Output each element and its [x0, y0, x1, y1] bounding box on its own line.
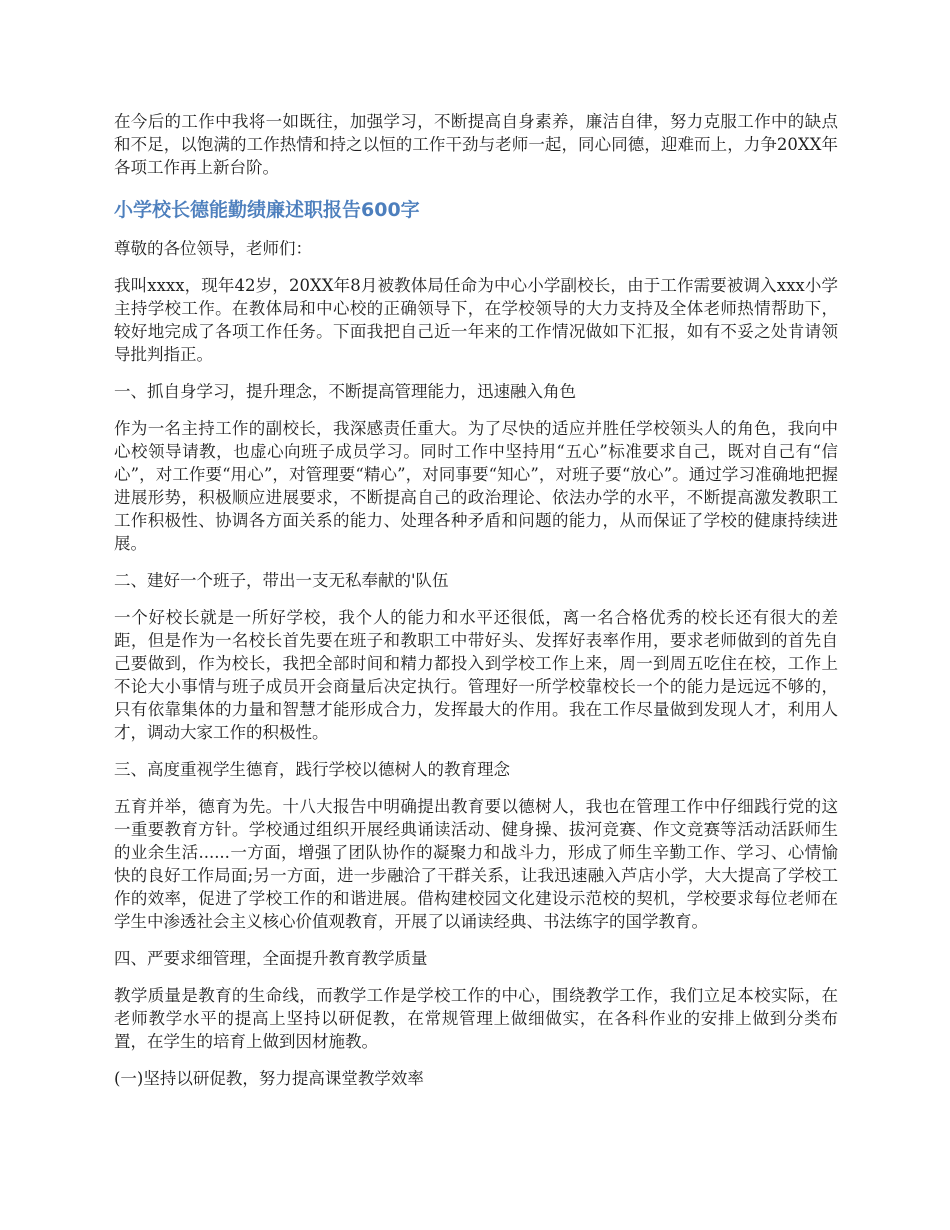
subheading-2: 二、建好一个班子，带出一支无私奉献的'队伍	[114, 571, 449, 590]
document-page	[114, 110, 838, 1104]
body-paragraph: 教学质量是教育的生命线，而教学工作是学校工作的中心，围绕教学工作，我们立足本校实际，在老师教学水平的提高上坚持以研促教，在常规管理上做细做实，在各科作业的安排上做到分类布置，在学生的培育上做到因材施教。	[114, 986, 838, 1051]
body-paragraph: 一个好校长就是一所好学校，我个人的能力和水平还很低，离一名合格优秀的校长还有很大的差距，但是作为一名校长首先要在班子和教职工中带好头、发挥好表率作用，要求老师做到的首先自己要做到，作为校长，我把全部时间和精力都投入到学校工作上来，周一到周五吃住在校，工作上不论大小事情与班子成员开会商量后决定执行。管理好一所学校靠校长一个的能力是远远不够的，只有依靠集体的力量和智慧才能形成合力，发挥最大的作用。我在工作尽量做到发现人才，利用人才，调动大家工作的积极性。	[114, 608, 838, 742]
subheading-3: 三、高度重视学生德育，践行学校以德树人的教育理念	[114, 760, 510, 779]
intro-paragraph: 在今后的工作中我将一如既往，加强学习，不断提高自身素养，廉洁自律，努力克服工作中的缺点和不足，以饱满的工作热情和持之以恒的工作干劲与老师一起，同心同德，迎难而上，力争20XX年各项工作再上新台阶。	[114, 112, 838, 177]
greeting-paragraph: 尊敬的各位领导，老师们：	[114, 239, 312, 258]
body-paragraph: 五育并举，德育为先。十八大报告中明确提出教育要以德树人，我也在管理工作中仔细践行党的这一重要教育方针。学校通过组织开展经典诵读活动、健身操、拔河竞赛、作文竞赛等活动活跃师生的业余生活......一方面，增强了团队协作的凝聚力和战斗力，形成了师生辛勤工作、学习、心情愉快的良好工作局面;另一方面，进一步融洽了干群关系，让我迅速融入芦店小学，大大提高了学校工作的效率，促进了学校工作的和谐进展。借构建校园文化建设示范校的契机，学校要求每位老师在学生中渗透社会主义核心价值观教育，开展了以诵读经典、书法练字的国学教育。	[114, 797, 838, 931]
subheading-1: 一、抓自身学习，提升理念，不断提高管理能力，迅速融入角色	[114, 382, 576, 401]
subheading-4: 四、严要求细管理，全面提升教育教学质量	[114, 949, 428, 968]
body-paragraph: 我叫xxxx，现年42岁，20XX年8月被教体局任命为中心小学副校长，由于工作需要被调入xxx小学主持学校工作。在教体局和中心校的正确领导下，在学校领导的大力支持及全体老师热情帮助下，较好地完成了各项工作任务。下面我把自己近一年来的工作情况做如下汇报，如有不妥之处肯请领导批判指正。	[114, 276, 838, 364]
section-title: 小学校长德能勤绩廉述职报告600字	[114, 199, 420, 221]
subheading-4-1: (一)坚持以研促教，努力提高课堂教学效率	[114, 1069, 424, 1088]
body-paragraph: 作为一名主持工作的副校长，我深感责任重大。为了尽快的适应并胜任学校领头人的角色，我向中心校领导请教，也虚心向班子成员学习。同时工作中坚持用“五心”标准要求自己，既对自己有“信心”，对工作要“用心”，对管理要“精心”，对同事要“知心”，对班子要“放心”。通过学习准确地把握进展形势，积极顺应进展要求，不断提高自己的政治理论、依法办学的水平，不断提高激发教职工工作积极性、协调各方面关系的能力、处理各种矛盾和问题的能力，从而保证了学校的健康持续进展。	[114, 419, 838, 553]
